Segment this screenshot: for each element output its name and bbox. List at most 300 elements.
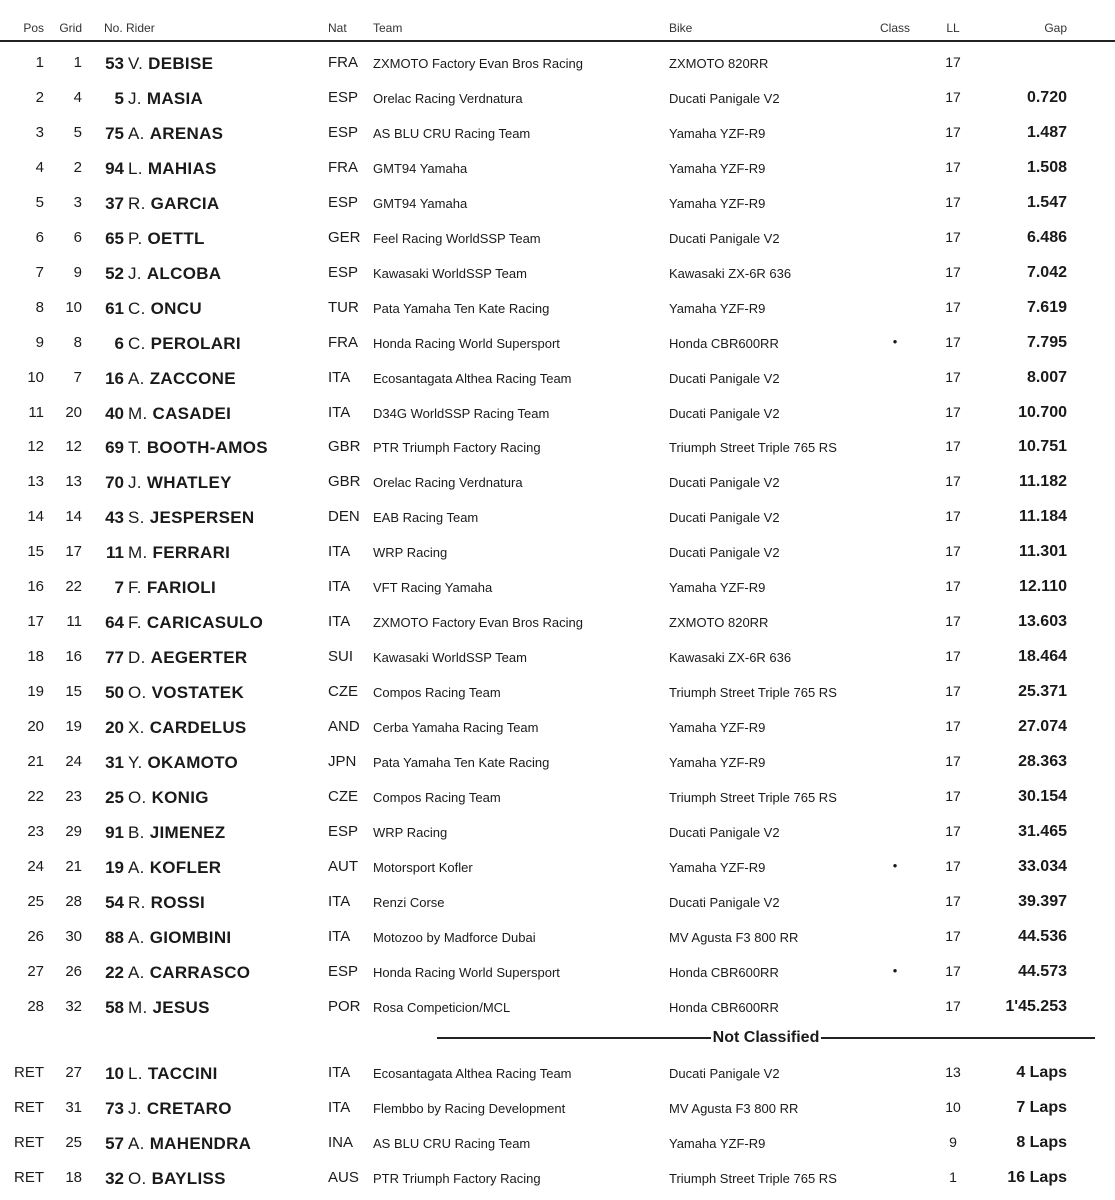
cell-bike: Kawasaki ZX-6R 636 bbox=[669, 265, 792, 281]
cell-bike: Yamaha YZF-R9 bbox=[669, 720, 766, 736]
cell-pos: RET bbox=[14, 1133, 44, 1151]
rider-initial: F. bbox=[128, 613, 142, 633]
cell-nat: ESP bbox=[328, 263, 359, 281]
cell-team: Feel Racing WorldSSP Team bbox=[373, 230, 541, 246]
rider-initial: B. bbox=[128, 822, 145, 842]
cell-team: WRP Racing bbox=[373, 824, 448, 840]
cell-number: 7 bbox=[114, 578, 124, 598]
rider-surname: FARIOLI bbox=[146, 578, 217, 598]
cell-team: Pata Yamaha Ten Kate Racing bbox=[373, 300, 550, 316]
cell-grid: 28 bbox=[65, 892, 82, 910]
table-row bbox=[0, 814, 1115, 849]
rider-surname: KONIG bbox=[151, 787, 209, 807]
cell-team: Pata Yamaha Ten Kate Racing bbox=[373, 755, 550, 770]
cell-nat: ESP bbox=[328, 88, 359, 106]
cell-grid: 14 bbox=[65, 508, 82, 526]
cell-nat: DEN bbox=[328, 508, 360, 526]
cell-bike: Ducati Panigale V2 bbox=[669, 405, 780, 421]
cell-nat: ITA bbox=[328, 892, 351, 910]
cell-ll: 17 bbox=[945, 718, 961, 735]
cell-gap: 44.536 bbox=[1018, 927, 1067, 945]
table-row bbox=[0, 884, 1115, 919]
rider-initial: C. bbox=[128, 298, 146, 318]
rider-surname: MAHIAS bbox=[147, 158, 217, 178]
table-row bbox=[0, 709, 1115, 744]
cell-nat: AND bbox=[328, 718, 360, 736]
cell-ll: 17 bbox=[945, 927, 961, 944]
cell-bike: Yamaha YZF-R9 bbox=[669, 125, 766, 141]
rider-surname: ROSSI bbox=[150, 892, 206, 912]
header-nat: Nat bbox=[328, 21, 347, 35]
table-row bbox=[0, 464, 1115, 499]
table-row bbox=[0, 919, 1115, 954]
rider-surname: PEROLARI bbox=[150, 333, 241, 353]
cell-team: Cerba Yamaha Racing Team bbox=[373, 720, 539, 736]
table-row bbox=[0, 360, 1115, 395]
cell-gap: 7.042 bbox=[1026, 263, 1067, 281]
cell-team: Motorsport Kofler bbox=[373, 859, 473, 875]
cell-rider bbox=[128, 438, 268, 458]
rider-initial: S. bbox=[128, 508, 145, 528]
rider-surname: JIMENEZ bbox=[149, 822, 226, 842]
cell-class: • bbox=[892, 857, 898, 873]
cell-pos: 28 bbox=[27, 997, 44, 1015]
rider-surname: MASIA bbox=[146, 88, 204, 108]
cell-number: 19 bbox=[105, 857, 124, 877]
cell-ll: 17 bbox=[945, 263, 961, 280]
rider-surname: WHATLEY bbox=[146, 473, 232, 493]
rider-initial: A. bbox=[128, 123, 145, 143]
cell-grid: 23 bbox=[65, 787, 82, 805]
cell-rider bbox=[128, 508, 254, 528]
cell-team: ZXMOTO Factory Evan Bros Racing bbox=[373, 56, 583, 71]
cell-nat: FRA bbox=[328, 54, 358, 71]
cell-rider bbox=[128, 998, 210, 1018]
rider-initial: Y. bbox=[128, 753, 143, 772]
cell-number: 6 bbox=[114, 333, 124, 353]
rider-surname: BAYLISS bbox=[151, 1168, 226, 1188]
cell-pos: 23 bbox=[27, 822, 44, 840]
cell-grid: 2 bbox=[73, 158, 82, 176]
cell-ll: 9 bbox=[949, 1133, 957, 1150]
cell-bike: Ducati Panigale V2 bbox=[669, 230, 780, 246]
cell-pos: 19 bbox=[27, 683, 44, 701]
cell-ll: 13 bbox=[945, 1064, 961, 1080]
cell-rider bbox=[128, 159, 217, 179]
cell-nat: POR bbox=[328, 997, 361, 1015]
cell-pos: 8 bbox=[35, 298, 44, 316]
table-row bbox=[0, 80, 1115, 115]
table-row bbox=[0, 115, 1115, 150]
rider-surname: GARCIA bbox=[150, 193, 220, 213]
cell-grid: 10 bbox=[65, 298, 82, 316]
cell-grid: 4 bbox=[73, 88, 82, 106]
table-row bbox=[0, 185, 1115, 220]
cell-team: Ecosantagata Althea Racing Team bbox=[373, 370, 572, 386]
cell-bike: Yamaha YZF-R9 bbox=[669, 580, 766, 596]
cell-bike: Kawasaki ZX-6R 636 bbox=[669, 650, 792, 666]
header-rider: No. Rider bbox=[104, 21, 155, 35]
cell-grid: 15 bbox=[65, 683, 82, 701]
cell-ll: 17 bbox=[945, 123, 961, 140]
cell-grid: 7 bbox=[73, 368, 82, 386]
cell-gap: 7 Laps bbox=[1016, 1098, 1067, 1116]
table-row bbox=[0, 989, 1115, 1024]
cell-pos: 1 bbox=[35, 54, 44, 71]
cell-grid: 18 bbox=[65, 1168, 82, 1186]
cell-team: GMT94 Yamaha bbox=[373, 195, 468, 211]
cell-nat: GER bbox=[328, 228, 361, 246]
cell-gap: 7.795 bbox=[1026, 333, 1067, 351]
cell-rider bbox=[128, 369, 236, 389]
cell-bike: ZXMOTO 820RR bbox=[669, 615, 769, 631]
cell-gap: 1'45.253 bbox=[1005, 997, 1067, 1015]
rider-surname: TACCINI bbox=[147, 1064, 218, 1083]
cell-nat: JPN bbox=[328, 753, 357, 770]
cell-nat: ESP bbox=[328, 962, 359, 980]
cell-pos: 7 bbox=[35, 263, 44, 281]
cell-rider bbox=[128, 334, 241, 354]
cell-number: 32 bbox=[105, 1168, 124, 1188]
table-row bbox=[0, 290, 1115, 325]
cell-team: Kawasaki WorldSSP Team bbox=[373, 265, 527, 281]
cell-number: 94 bbox=[105, 158, 124, 178]
cell-grid: 30 bbox=[65, 927, 82, 945]
table-row bbox=[0, 45, 1115, 80]
rider-surname: VOSTATEK bbox=[151, 683, 245, 703]
rider-initial: M. bbox=[128, 543, 148, 563]
cell-nat: ESP bbox=[328, 123, 359, 141]
cell-bike: Yamaha YZF-R9 bbox=[669, 755, 766, 770]
rider-initial: J. bbox=[128, 1098, 142, 1118]
header-team: Team bbox=[373, 21, 403, 35]
cell-grid: 32 bbox=[65, 997, 82, 1015]
cell-nat: ITA bbox=[328, 613, 351, 631]
cell-number: 64 bbox=[105, 613, 124, 633]
cell-number: 88 bbox=[105, 927, 124, 947]
rider-initial: R. bbox=[128, 193, 146, 213]
cell-pos: 25 bbox=[27, 892, 44, 910]
header-grid: Grid bbox=[59, 21, 82, 35]
cell-nat: ITA bbox=[328, 403, 351, 421]
rider-surname: ARENAS bbox=[149, 123, 224, 143]
cell-gap: 1.508 bbox=[1026, 158, 1067, 176]
cell-grid: 16 bbox=[65, 648, 82, 666]
cell-number: 22 bbox=[105, 962, 124, 982]
cell-rider bbox=[128, 404, 231, 424]
cell-gap: 13.603 bbox=[1018, 613, 1067, 631]
rider-surname: JESUS bbox=[152, 997, 210, 1017]
cell-grid: 9 bbox=[73, 263, 82, 281]
cell-number: 10 bbox=[105, 1064, 124, 1083]
cell-bike: Honda CBR600RR bbox=[669, 335, 779, 351]
rider-initial: T. bbox=[128, 438, 142, 458]
cell-gap: 7.619 bbox=[1026, 298, 1067, 316]
rider-initial: A. bbox=[128, 857, 145, 877]
cell-bike: Triumph Street Triple 765 RS bbox=[669, 685, 837, 701]
cell-ll: 17 bbox=[945, 228, 961, 245]
rider-initial: L. bbox=[128, 1064, 143, 1083]
cell-rider bbox=[128, 1099, 232, 1119]
cell-gap: 10.751 bbox=[1018, 438, 1067, 456]
cell-rider bbox=[128, 264, 221, 284]
cell-number: 5 bbox=[114, 88, 124, 108]
cell-ll: 17 bbox=[945, 438, 961, 455]
table-row bbox=[0, 395, 1115, 430]
cell-ll: 17 bbox=[945, 158, 961, 175]
cell-bike: Triumph Street Triple 765 RS bbox=[669, 1170, 837, 1186]
cell-number: 53 bbox=[105, 54, 124, 73]
rider-initial: L. bbox=[128, 158, 143, 178]
cell-gap: 25.371 bbox=[1018, 683, 1067, 701]
table-row bbox=[0, 569, 1115, 604]
cell-rider bbox=[128, 229, 205, 249]
cell-nat: ITA bbox=[328, 1064, 351, 1081]
cell-nat: ITA bbox=[328, 368, 351, 386]
rider-initial: M. bbox=[128, 403, 148, 423]
rider-initial: R. bbox=[128, 892, 146, 912]
rider-surname: KOFLER bbox=[149, 857, 222, 877]
cell-gap: 4 Laps bbox=[1016, 1064, 1067, 1081]
header-gap: Gap bbox=[1044, 21, 1067, 35]
cell-rider bbox=[128, 473, 232, 493]
cell-number: 20 bbox=[105, 718, 124, 738]
cell-bike: MV Agusta F3 800 RR bbox=[669, 1100, 799, 1116]
cell-pos: 4 bbox=[35, 158, 44, 176]
cell-gap: 11.182 bbox=[1018, 473, 1067, 491]
cell-nat: ESP bbox=[328, 193, 359, 211]
cell-grid: 12 bbox=[65, 438, 82, 456]
cell-rider bbox=[128, 753, 238, 773]
cell-team: Ecosantagata Althea Racing Team bbox=[373, 1066, 572, 1081]
cell-pos: 26 bbox=[27, 927, 44, 945]
cell-grid: 19 bbox=[65, 718, 82, 736]
cell-team: EAB Racing Team bbox=[373, 510, 479, 526]
divider-line-right bbox=[821, 1037, 1095, 1039]
cell-rider bbox=[128, 1064, 218, 1084]
cell-ll: 17 bbox=[945, 54, 961, 70]
rider-initial: M. bbox=[128, 997, 148, 1017]
cell-pos: 14 bbox=[27, 508, 44, 526]
cell-team: Renzi Corse bbox=[373, 894, 445, 910]
table-row bbox=[0, 1160, 1115, 1195]
cell-bike: Ducati Panigale V2 bbox=[669, 475, 780, 491]
cell-rider bbox=[128, 89, 203, 109]
rider-surname: CARDELUS bbox=[149, 718, 247, 738]
cell-ll: 1 bbox=[949, 1168, 957, 1185]
table-row bbox=[0, 1090, 1115, 1125]
rider-initial: C. bbox=[128, 333, 146, 353]
cell-bike: Ducati Panigale V2 bbox=[669, 894, 780, 910]
rider-surname: CARRASCO bbox=[149, 962, 251, 982]
header-ll: LL bbox=[946, 21, 960, 35]
cell-ll: 17 bbox=[945, 648, 961, 665]
cell-nat: SUI bbox=[328, 648, 354, 666]
rider-initial: F. bbox=[128, 578, 142, 598]
cell-pos: 21 bbox=[27, 753, 44, 770]
cell-rider bbox=[128, 683, 244, 703]
cell-grid: 24 bbox=[65, 753, 82, 770]
cell-gap: 27.074 bbox=[1018, 718, 1067, 736]
cell-pos: 3 bbox=[35, 123, 44, 141]
rider-surname: BOOTH-AMOS bbox=[146, 438, 268, 458]
table-row bbox=[0, 849, 1115, 884]
cell-team: GMT94 Yamaha bbox=[373, 160, 468, 176]
rider-surname: OETTL bbox=[147, 228, 205, 248]
cell-pos: 10 bbox=[27, 368, 44, 386]
divider-line-left bbox=[437, 1037, 711, 1039]
rider-initial: O. bbox=[128, 1168, 147, 1188]
cell-pos: 24 bbox=[27, 857, 44, 875]
cell-nat: ITA bbox=[328, 543, 351, 561]
cell-gap: 18.464 bbox=[1018, 648, 1067, 666]
cell-grid: 13 bbox=[65, 473, 82, 491]
cell-team: Orelac Racing Verdnatura bbox=[373, 90, 523, 106]
cell-gap: 31.465 bbox=[1018, 822, 1067, 840]
cell-bike: Ducati Panigale V2 bbox=[669, 824, 780, 840]
rider-surname: OKAMOTO bbox=[147, 753, 239, 772]
cell-nat: CZE bbox=[328, 787, 358, 805]
cell-team: Compos Racing Team bbox=[373, 789, 501, 805]
cell-rider bbox=[128, 718, 247, 738]
cell-gap: 16 Laps bbox=[1007, 1168, 1067, 1186]
cell-class: • bbox=[892, 333, 898, 349]
cell-nat: ITA bbox=[328, 578, 351, 596]
cell-rider bbox=[128, 928, 231, 948]
cell-grid: 5 bbox=[73, 123, 82, 141]
rider-initial: J. bbox=[128, 263, 142, 283]
cell-ll: 17 bbox=[945, 193, 961, 210]
cell-number: 43 bbox=[105, 508, 124, 528]
rider-initial: J. bbox=[128, 473, 142, 493]
rider-initial: A. bbox=[128, 1133, 145, 1153]
cell-number: 65 bbox=[105, 228, 124, 248]
cell-bike: Triumph Street Triple 765 RS bbox=[669, 789, 837, 805]
rider-initial: O. bbox=[128, 787, 147, 807]
cell-bike: Ducati Panigale V2 bbox=[669, 510, 780, 526]
cell-team: ZXMOTO Factory Evan Bros Racing bbox=[373, 615, 583, 631]
cell-gap: 6.486 bbox=[1026, 228, 1067, 246]
cell-gap: 33.034 bbox=[1018, 857, 1067, 875]
rider-initial: J. bbox=[128, 88, 142, 108]
rider-surname: JESPERSEN bbox=[149, 508, 255, 528]
table-row bbox=[0, 779, 1115, 814]
rider-initial: X. bbox=[128, 718, 145, 738]
table-row bbox=[0, 744, 1115, 779]
cell-grid: 25 bbox=[65, 1133, 82, 1151]
cell-pos: 20 bbox=[27, 718, 44, 736]
header-class: Class bbox=[880, 21, 911, 35]
cell-gap: 8 Laps bbox=[1016, 1133, 1067, 1151]
cell-pos: RET bbox=[14, 1168, 44, 1186]
rider-initial: O. bbox=[128, 683, 147, 703]
cell-nat: FRA bbox=[328, 158, 358, 176]
cell-grid: 3 bbox=[73, 193, 82, 211]
cell-team: Rosa Competicion/MCL bbox=[373, 999, 511, 1015]
cell-pos: 12 bbox=[27, 438, 44, 456]
cell-team: VFT Racing Yamaha bbox=[373, 580, 493, 596]
table-header bbox=[0, 0, 1115, 42]
cell-rider bbox=[128, 613, 263, 633]
cell-grid: 21 bbox=[65, 857, 82, 875]
cell-number: 73 bbox=[105, 1098, 124, 1118]
table-row bbox=[0, 604, 1115, 639]
rider-initial: D. bbox=[128, 648, 146, 668]
cell-nat: AUS bbox=[328, 1168, 359, 1186]
cell-number: 25 bbox=[105, 787, 124, 807]
header-bike: Bike bbox=[669, 21, 693, 35]
cell-grid: 27 bbox=[65, 1064, 82, 1081]
cell-rider bbox=[128, 124, 223, 144]
cell-grid: 20 bbox=[65, 403, 82, 421]
cell-pos: 16 bbox=[27, 578, 44, 596]
cell-nat: CZE bbox=[328, 683, 358, 701]
cell-rider bbox=[128, 788, 209, 808]
cell-rider bbox=[128, 299, 202, 319]
cell-pos: 13 bbox=[27, 473, 44, 491]
cell-ll: 17 bbox=[945, 997, 961, 1014]
table-row bbox=[0, 674, 1115, 709]
cell-team: AS BLU CRU Racing Team bbox=[373, 1135, 531, 1151]
cell-grid: 17 bbox=[65, 543, 82, 561]
cell-ll: 17 bbox=[945, 578, 961, 595]
table-row bbox=[0, 325, 1115, 360]
cell-pos: 6 bbox=[35, 228, 44, 246]
rider-initial: A. bbox=[128, 368, 145, 388]
cell-grid: 31 bbox=[65, 1098, 82, 1116]
table-row bbox=[0, 1055, 1115, 1090]
cell-bike: Yamaha YZF-R9 bbox=[669, 300, 766, 316]
cell-pos: 17 bbox=[27, 613, 44, 631]
table-row bbox=[0, 534, 1115, 569]
cell-team: PTR Triumph Factory Racing bbox=[373, 440, 541, 456]
cell-pos: 15 bbox=[27, 543, 44, 561]
cell-rider bbox=[128, 54, 213, 74]
cell-ll: 10 bbox=[945, 1098, 961, 1115]
rider-surname: CARICASULO bbox=[146, 613, 264, 633]
cell-pos: RET bbox=[14, 1098, 44, 1116]
cell-ll: 17 bbox=[945, 857, 961, 874]
cell-pos: RET bbox=[14, 1064, 44, 1081]
cell-team: AS BLU CRU Racing Team bbox=[373, 125, 531, 141]
cell-gap: 28.363 bbox=[1018, 753, 1067, 770]
cell-number: 69 bbox=[105, 438, 124, 458]
cell-grid: 6 bbox=[73, 228, 82, 246]
cell-nat: AUT bbox=[328, 857, 358, 875]
cell-bike: Ducati Panigale V2 bbox=[669, 370, 780, 386]
rider-surname: ZACCONE bbox=[149, 368, 236, 388]
cell-number: 58 bbox=[105, 997, 124, 1017]
cell-grid: 29 bbox=[65, 822, 82, 840]
rider-surname: ONCU bbox=[150, 298, 202, 318]
cell-gap: 10.700 bbox=[1018, 403, 1067, 421]
cell-ll: 17 bbox=[945, 822, 961, 839]
header-pos: Pos bbox=[23, 21, 44, 35]
cell-grid: 1 bbox=[73, 54, 82, 71]
table-row bbox=[0, 499, 1115, 534]
cell-gap: 8.007 bbox=[1026, 368, 1067, 386]
cell-nat: FRA bbox=[328, 333, 358, 351]
cell-rider bbox=[128, 578, 216, 598]
cell-grid: 26 bbox=[65, 962, 82, 980]
cell-team: Orelac Racing Verdnatura bbox=[373, 475, 523, 491]
not-classified-label: Not Classified bbox=[712, 1029, 820, 1046]
cell-grid: 8 bbox=[73, 333, 82, 351]
cell-bike: Honda CBR600RR bbox=[669, 964, 779, 980]
cell-pos: 2 bbox=[35, 88, 44, 106]
not-classified-divider bbox=[437, 1027, 1095, 1049]
cell-team: PTR Triumph Factory Racing bbox=[373, 1170, 541, 1186]
